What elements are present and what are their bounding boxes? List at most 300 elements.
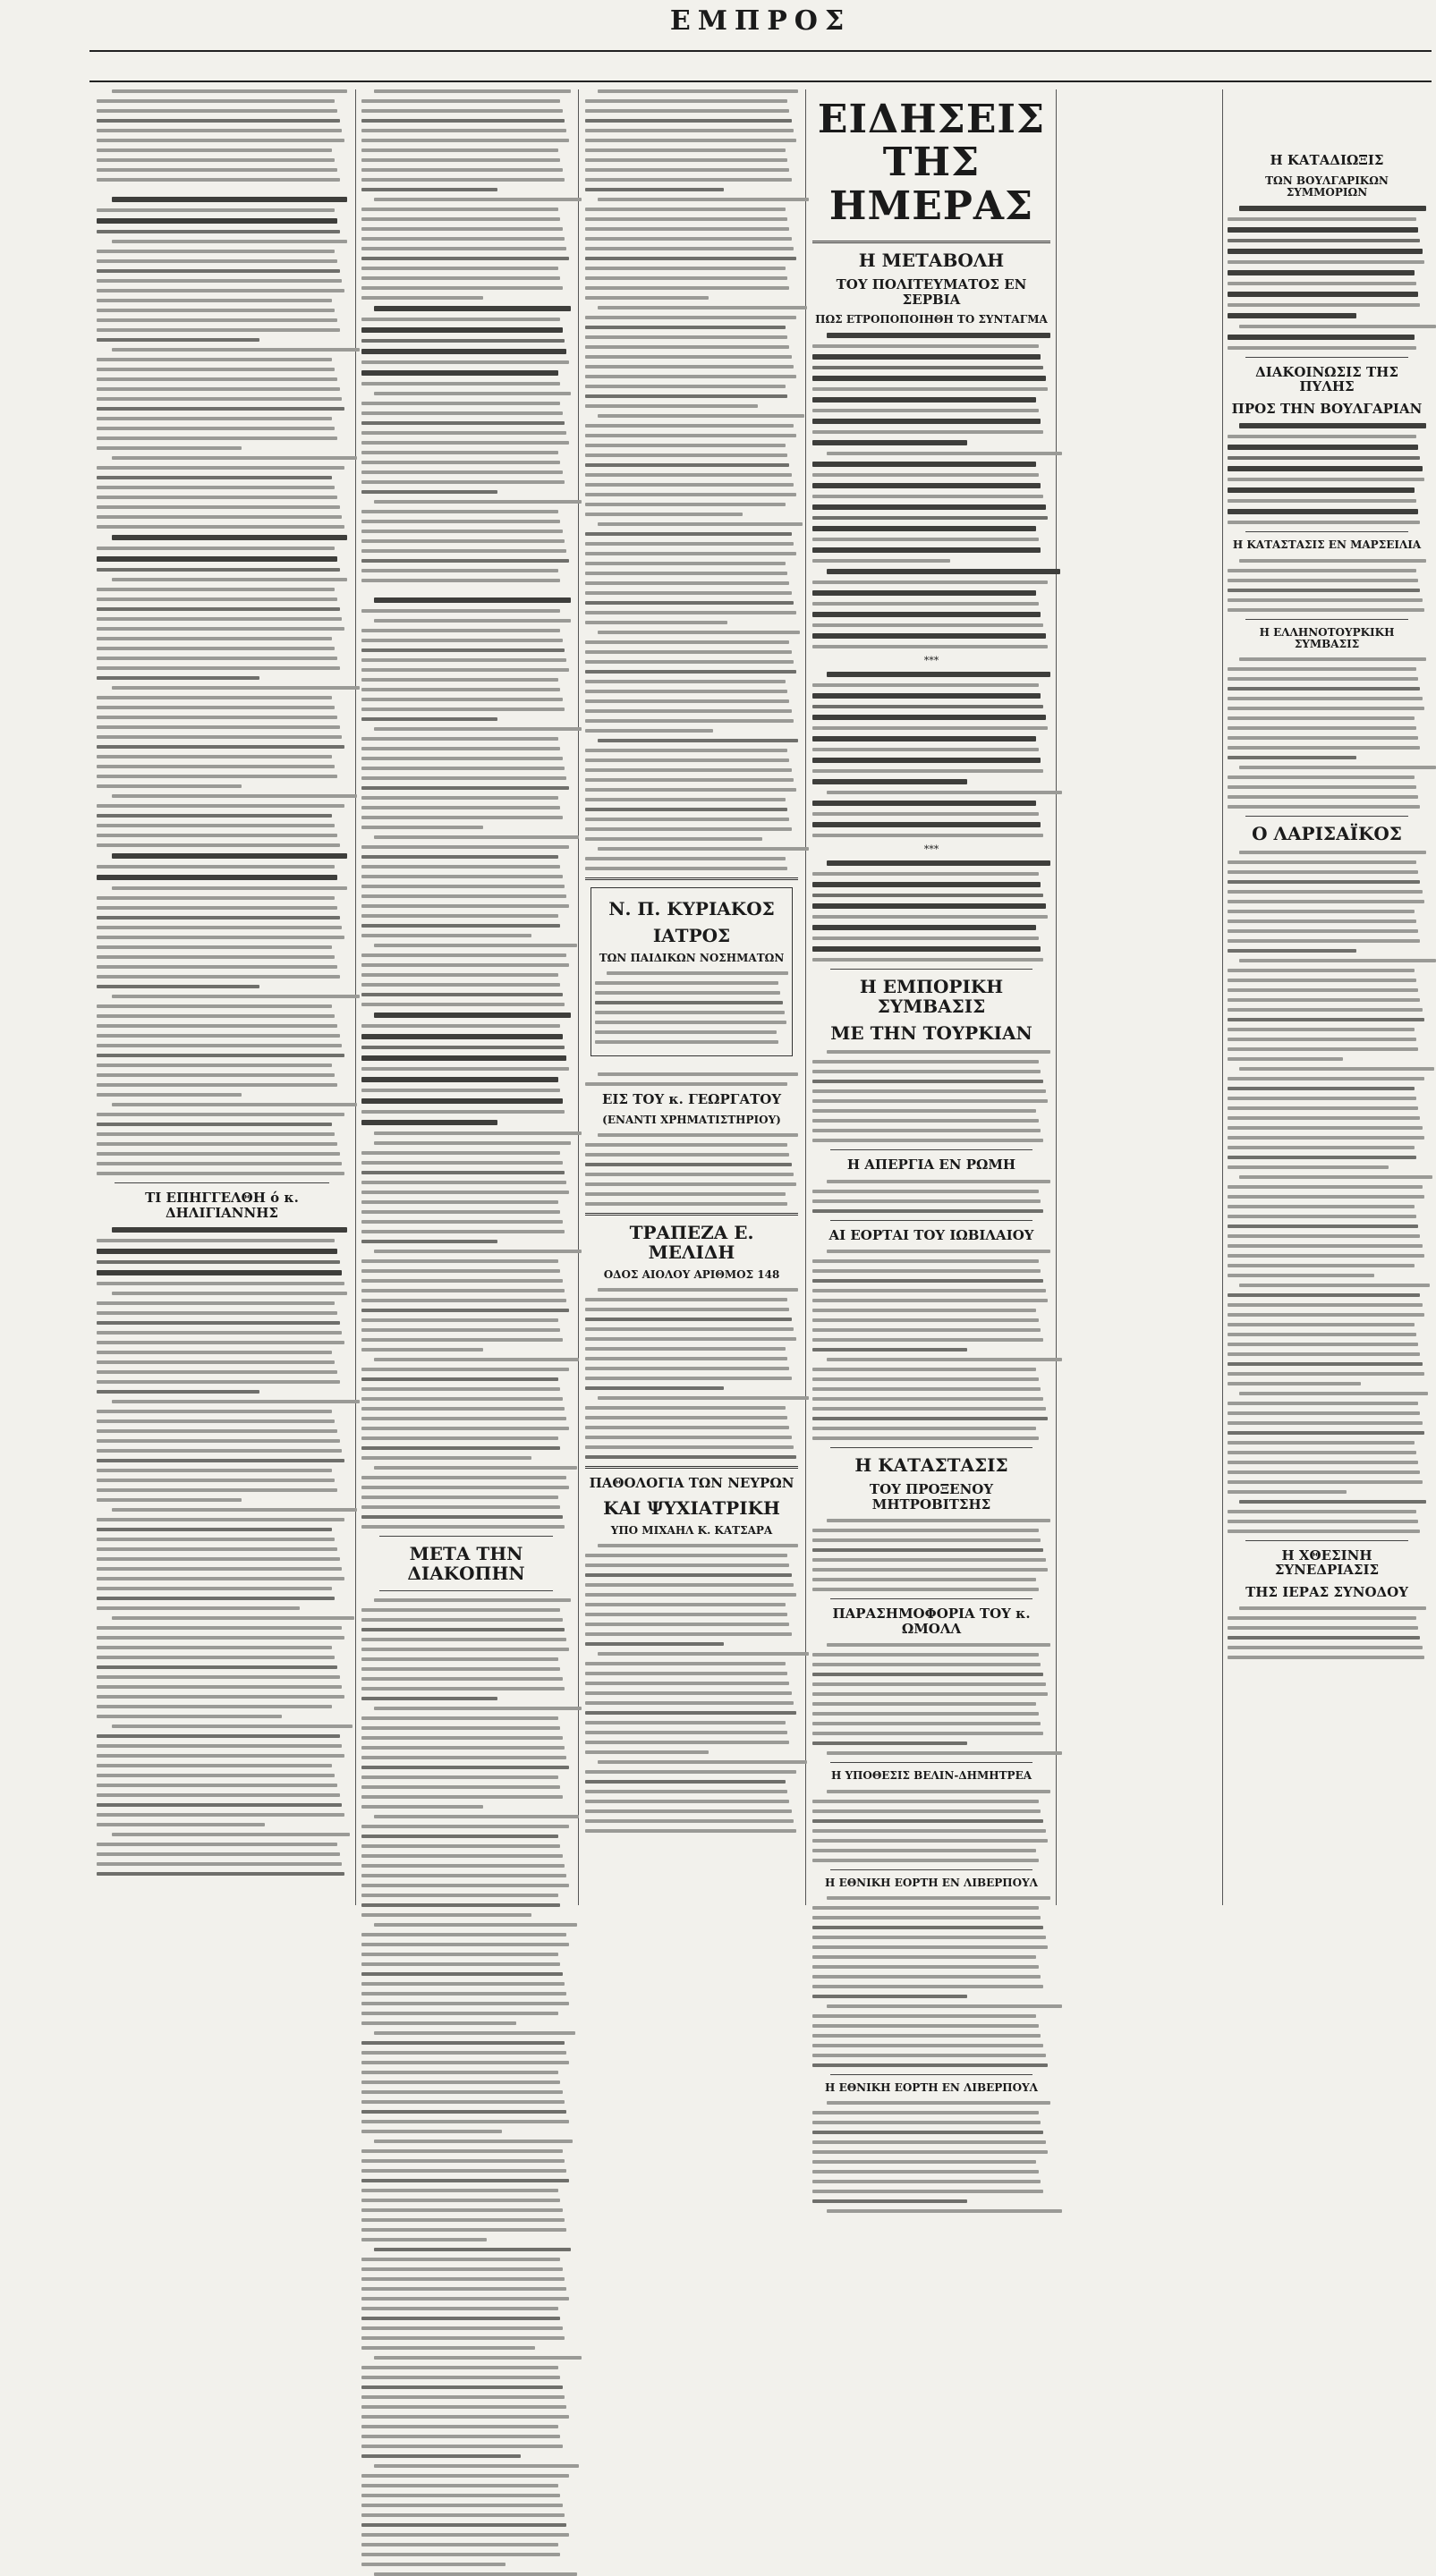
text-line xyxy=(812,936,1039,940)
text-line xyxy=(361,559,569,563)
article-heading: Η ΚΑΤΑΣΤΑΣΙΣ xyxy=(854,1454,1008,1477)
text-line xyxy=(1228,1234,1420,1238)
text-line xyxy=(1228,1520,1418,1523)
text-line xyxy=(361,1874,566,1877)
text-line xyxy=(585,1182,796,1186)
text-line xyxy=(361,875,563,878)
text-line xyxy=(1228,1185,1423,1189)
text-line xyxy=(585,1662,786,1665)
text-line xyxy=(827,452,1062,455)
text-line xyxy=(812,344,1039,348)
text-line xyxy=(812,1722,1041,1725)
text-line xyxy=(598,522,802,526)
text-line xyxy=(97,1557,340,1561)
text-line xyxy=(97,1803,342,1807)
text-line xyxy=(1228,260,1424,264)
text-line xyxy=(361,109,563,113)
text-line xyxy=(361,1677,563,1681)
text-line xyxy=(812,1387,1041,1391)
text-line xyxy=(97,865,335,869)
text-line xyxy=(585,1455,796,1459)
text-line xyxy=(585,1318,792,1321)
text-line xyxy=(361,2504,563,2507)
text-line xyxy=(97,965,337,969)
text-line xyxy=(585,1367,789,1370)
text-line xyxy=(1228,1008,1423,1012)
text-line xyxy=(97,1872,344,1876)
text-line xyxy=(97,775,337,778)
text-line xyxy=(361,845,569,849)
text-line xyxy=(361,360,569,364)
text-line xyxy=(585,601,794,605)
text-line xyxy=(361,1657,558,1661)
text-line xyxy=(361,158,560,162)
text-line xyxy=(361,1835,558,1838)
text-line xyxy=(361,2553,560,2556)
text-line xyxy=(97,1459,344,1462)
text-line xyxy=(112,1724,353,1728)
text-line xyxy=(361,2228,566,2232)
text-line xyxy=(812,1089,1046,1093)
text-line xyxy=(97,1587,332,1590)
text-line xyxy=(1228,805,1420,809)
text-line xyxy=(97,804,344,808)
text-line xyxy=(374,944,577,947)
article-heading: (ΕΝΑΝΤΙ ΧΡΗΜΑΤΙΣΤΗΡΙΟΥ) xyxy=(602,1113,781,1126)
text-line xyxy=(361,2385,563,2389)
text-line xyxy=(1228,667,1416,671)
text-line xyxy=(361,1230,565,1233)
text-line xyxy=(1228,1490,1347,1494)
text-line xyxy=(361,1289,565,1292)
text-line xyxy=(97,676,259,680)
text-line xyxy=(361,2513,565,2517)
text-line xyxy=(361,953,566,957)
text-line xyxy=(585,463,789,467)
text-line xyxy=(97,1685,342,1689)
text-line xyxy=(812,526,1036,531)
text-line xyxy=(97,1123,332,1126)
text-line xyxy=(97,1410,332,1413)
text-line xyxy=(374,1131,582,1135)
text-line xyxy=(97,158,335,162)
text-line xyxy=(97,279,342,283)
text-line xyxy=(374,1598,571,1602)
text-line xyxy=(361,1992,566,1996)
text-line xyxy=(585,1721,786,1724)
text-line xyxy=(361,2346,535,2350)
text-line xyxy=(812,1309,1036,1312)
column-1 xyxy=(97,89,347,1905)
text-line xyxy=(585,650,792,654)
text-line xyxy=(361,993,563,996)
text-line xyxy=(827,1519,1050,1522)
text-line xyxy=(361,678,558,682)
text-line xyxy=(1228,1264,1415,1267)
text-line xyxy=(97,1498,242,1502)
text-line xyxy=(361,609,560,613)
text-line xyxy=(112,348,360,352)
text-line xyxy=(361,1024,560,1028)
text-line xyxy=(598,1544,798,1547)
text-line xyxy=(361,349,566,354)
text-line xyxy=(1239,959,1436,962)
text-line xyxy=(97,1852,340,1856)
text-line xyxy=(1239,559,1426,563)
text-line xyxy=(1228,1530,1420,1533)
text-line xyxy=(585,621,727,624)
text-line xyxy=(585,562,786,565)
text-line xyxy=(585,778,794,782)
text-line xyxy=(812,915,1048,919)
text-line xyxy=(598,1760,806,1764)
text-line xyxy=(812,1269,1041,1273)
text-line xyxy=(827,1250,1050,1253)
text-line xyxy=(1228,1215,1416,1218)
text-line xyxy=(585,1642,724,1646)
text-line xyxy=(585,1308,789,1311)
text-line xyxy=(361,1120,497,1125)
text-line xyxy=(374,2572,577,2576)
text-line xyxy=(97,368,335,371)
text-line xyxy=(1228,1382,1361,1385)
text-line xyxy=(97,627,344,631)
text-line xyxy=(1228,1116,1420,1120)
text-line xyxy=(1228,335,1415,340)
text-line xyxy=(1228,1057,1343,1061)
text-line xyxy=(1228,292,1418,297)
text-line xyxy=(595,1011,785,1014)
text-line xyxy=(1228,466,1423,471)
text-line xyxy=(812,1407,1046,1411)
text-line xyxy=(97,1380,340,1384)
section-separator xyxy=(1245,1540,1408,1541)
text-line xyxy=(361,1756,566,1759)
text-line xyxy=(361,2297,569,2301)
text-line xyxy=(1228,1636,1420,1640)
text-line xyxy=(827,860,1050,866)
text-line xyxy=(361,2395,565,2399)
text-line xyxy=(361,983,560,987)
text-line xyxy=(585,808,787,811)
text-line xyxy=(361,963,569,967)
text-line xyxy=(97,1764,332,1767)
text-line xyxy=(97,1862,342,1866)
text-line xyxy=(812,462,1036,467)
text-line xyxy=(97,926,342,929)
text-line xyxy=(361,1746,565,1750)
section-separator xyxy=(1245,357,1408,358)
section-separator xyxy=(585,1466,798,1469)
text-line xyxy=(97,427,335,430)
text-line xyxy=(812,409,1039,412)
text-line xyxy=(598,306,806,309)
text-line xyxy=(1228,785,1416,789)
text-line xyxy=(812,2190,1043,2193)
text-line xyxy=(97,397,342,401)
text-line xyxy=(374,2464,579,2468)
advertisement xyxy=(591,887,793,1056)
text-line xyxy=(361,421,565,425)
text-line xyxy=(585,670,796,674)
text-line xyxy=(585,1563,789,1567)
text-line xyxy=(361,1098,563,1104)
text-line xyxy=(361,1171,565,1174)
text-line xyxy=(585,818,789,821)
text-line xyxy=(361,2523,566,2527)
text-line xyxy=(97,1695,344,1699)
text-line xyxy=(97,446,242,450)
text-line xyxy=(1228,598,1423,602)
text-line xyxy=(812,1558,1046,1562)
text-line xyxy=(1239,1392,1428,1395)
text-line xyxy=(812,1653,1039,1657)
article-heading: ΠΡΟΣ ΤΗΝ ΒΟΥΛΓΑΡΙΑΝ xyxy=(1231,400,1423,417)
text-line xyxy=(585,1554,787,1557)
text-line xyxy=(361,1067,569,1071)
text-line xyxy=(374,835,579,839)
article-heading: ΤΟΥ ΠΡΟΞΕΝΟΥ ΜΗΤΡΟΒΙΤΣΗΣ xyxy=(869,1481,994,1513)
text-line xyxy=(812,2140,1046,2144)
article-heading: ΑΙ ΕΟΡΤΑΙ ΤΟΥ ΙΩΒΙΛΑΙΟΥ xyxy=(828,1226,1034,1243)
text-line xyxy=(361,2130,502,2133)
text-line xyxy=(97,299,332,302)
section-separator xyxy=(830,969,1032,970)
text-line xyxy=(1228,1165,1389,1169)
text-line xyxy=(812,693,1041,699)
text-line xyxy=(97,588,335,591)
text-line xyxy=(585,453,787,457)
text-line xyxy=(361,490,497,494)
text-line xyxy=(1228,1451,1416,1454)
text-line xyxy=(374,1358,579,1361)
text-line xyxy=(1228,1626,1418,1630)
text-line xyxy=(585,286,789,290)
text-line xyxy=(585,749,787,752)
text-line xyxy=(812,2044,1043,2047)
text-line xyxy=(361,2376,560,2379)
article-heading: ΤΙ ΕΠΗΓΓΕΛΘΗ ό κ. ΔΗΛΙΓΙΑΝΝΗΣ xyxy=(145,1190,299,1221)
text-line xyxy=(361,2110,566,2114)
text-line xyxy=(97,556,337,562)
text-line xyxy=(1228,1136,1424,1140)
text-line xyxy=(361,2218,565,2222)
text-line xyxy=(812,726,1048,730)
text-line xyxy=(361,1785,560,1789)
text-line xyxy=(97,1113,344,1116)
text-line xyxy=(97,696,332,699)
text-line xyxy=(1228,880,1420,884)
text-line xyxy=(585,1153,789,1157)
text-line xyxy=(1228,1402,1418,1405)
text-line xyxy=(585,1426,789,1429)
text-line xyxy=(585,473,792,477)
text-line xyxy=(361,698,563,701)
text-line xyxy=(97,1538,335,1541)
text-line xyxy=(361,1220,563,1224)
header-rule xyxy=(89,80,1432,82)
text-line xyxy=(1228,1372,1424,1376)
column-divider xyxy=(578,89,579,1905)
text-line xyxy=(812,683,1039,687)
text-line xyxy=(361,1436,558,1440)
text-line xyxy=(97,148,332,152)
text-line xyxy=(112,686,360,690)
text-line xyxy=(97,1083,337,1087)
masthead xyxy=(89,5,1432,47)
text-line xyxy=(812,1839,1048,1843)
text-line xyxy=(585,1682,789,1685)
section-separator xyxy=(379,1590,553,1591)
article-heading: ΟΔΟΣ ΑΙΟΛΟΥ ΑΡΙΘΜΟΣ 148 xyxy=(603,1267,780,1281)
text-line xyxy=(1228,478,1424,481)
text-line xyxy=(361,914,558,918)
text-line xyxy=(97,328,340,332)
text-line xyxy=(97,119,340,123)
text-line xyxy=(585,394,787,398)
text-line xyxy=(585,758,789,762)
text-line xyxy=(1239,1175,1432,1179)
text-line xyxy=(585,1819,794,1823)
text-line xyxy=(1228,1656,1424,1659)
text-line xyxy=(361,2002,569,2005)
text-line xyxy=(585,542,794,546)
article-heading: ΤΡΑΠΕΖΑ Ε. ΜΕΛΙΔΗ xyxy=(629,1221,754,1263)
text-line xyxy=(812,1859,1039,1862)
text-line xyxy=(812,812,1039,816)
text-line xyxy=(585,129,794,132)
text-line xyxy=(585,1202,787,1206)
masthead-rule xyxy=(89,50,1432,52)
text-line xyxy=(361,2435,560,2438)
text-line xyxy=(361,1046,565,1049)
text-line xyxy=(827,2004,1062,2008)
text-line xyxy=(812,2131,1043,2134)
text-line xyxy=(1228,795,1418,799)
text-line xyxy=(812,1199,1041,1203)
text-line xyxy=(112,535,347,540)
text-line xyxy=(97,1260,340,1264)
text-line xyxy=(585,1780,786,1784)
text-line xyxy=(361,1854,563,1858)
text-line xyxy=(585,168,789,172)
text-line xyxy=(361,431,566,435)
text-line xyxy=(1228,303,1420,307)
text-line xyxy=(361,904,569,908)
text-line xyxy=(361,629,560,632)
text-line xyxy=(361,1368,569,1371)
text-line xyxy=(812,1809,1041,1813)
text-line xyxy=(812,2024,1039,2028)
text-line xyxy=(97,1734,340,1738)
text-line xyxy=(361,327,563,333)
text-line xyxy=(812,903,1046,909)
article-heading: ΠΩΣ ΕΤΡΟΠΟΠΟΙΗΘΗ ΤΟ ΣΥΝΤΑΓΜΑ xyxy=(815,313,1048,326)
text-line xyxy=(1228,939,1420,943)
text-line xyxy=(361,461,560,464)
text-line xyxy=(361,1089,560,1092)
text-line xyxy=(361,2021,516,2025)
section-separator xyxy=(830,1598,1032,1599)
text-line xyxy=(812,2160,1036,2164)
text-line xyxy=(361,1269,560,1273)
text-line xyxy=(585,1386,724,1390)
text-line xyxy=(361,717,497,721)
text-line xyxy=(585,1750,709,1754)
text-line xyxy=(97,1331,342,1335)
text-line xyxy=(97,486,335,489)
text-line xyxy=(585,1593,796,1597)
text-line xyxy=(97,1311,337,1315)
text-line xyxy=(812,2063,1048,2067)
text-line xyxy=(1228,1146,1415,1149)
text-line xyxy=(1228,456,1420,460)
text-line xyxy=(97,250,335,253)
text-line xyxy=(827,2101,1050,2105)
text-line xyxy=(1228,1106,1418,1110)
text-line xyxy=(1228,1018,1424,1021)
text-line xyxy=(361,1903,560,1907)
text-line xyxy=(1228,1038,1416,1041)
text-line xyxy=(585,276,787,280)
text-line xyxy=(361,1766,569,1769)
text-line xyxy=(585,1416,787,1419)
text-line xyxy=(585,719,794,723)
text-line xyxy=(361,855,558,859)
text-line xyxy=(97,1054,344,1057)
text-line xyxy=(361,1299,566,1302)
text-line xyxy=(1228,890,1423,894)
text-line xyxy=(1239,1284,1430,1287)
text-line xyxy=(361,1628,565,1631)
text-line xyxy=(1228,1293,1420,1297)
text-line xyxy=(1228,1205,1415,1208)
text-line xyxy=(585,513,743,516)
text-line xyxy=(1228,521,1420,524)
article-heading: ΕΙΣ ΤΟΥ κ. ΓΕΩΡΓΑΤΟΥ xyxy=(601,1091,782,1108)
text-line xyxy=(812,483,1041,488)
text-line xyxy=(97,230,340,233)
text-line xyxy=(585,296,709,300)
section-separator xyxy=(830,1447,1032,1448)
text-line xyxy=(812,1427,1036,1430)
text-line xyxy=(1228,608,1424,612)
text-line xyxy=(812,715,1046,720)
text-line xyxy=(361,2563,506,2566)
text-line xyxy=(374,198,582,201)
text-line xyxy=(1228,726,1416,730)
text-line xyxy=(585,680,786,683)
text-line xyxy=(585,1143,787,1147)
text-line xyxy=(812,1338,1043,1342)
column-5 xyxy=(1228,148,1426,1905)
section-separator xyxy=(115,1182,329,1183)
text-line xyxy=(361,767,565,770)
text-line xyxy=(361,99,560,103)
text-line xyxy=(827,1358,1062,1361)
text-line xyxy=(812,354,1041,360)
text-line xyxy=(361,470,563,474)
text-line xyxy=(1228,270,1415,275)
text-line xyxy=(361,2445,563,2448)
text-line xyxy=(361,1648,569,1651)
text-line xyxy=(361,1638,566,1641)
text-line xyxy=(812,1819,1043,1823)
text-line xyxy=(97,259,337,263)
star-separator: *** xyxy=(923,843,939,856)
text-line xyxy=(112,1400,360,1403)
text-line xyxy=(361,227,563,231)
